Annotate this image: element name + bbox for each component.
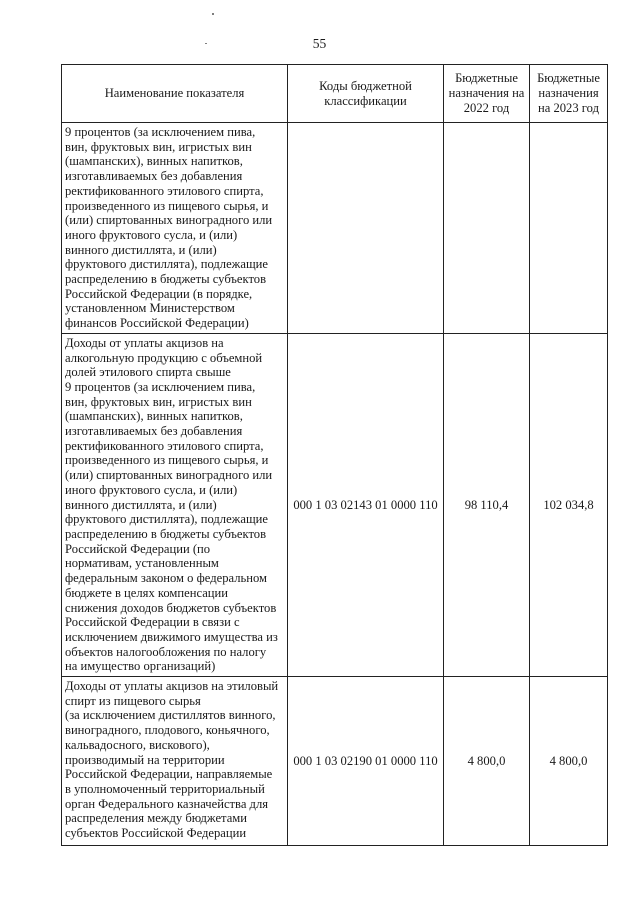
indicator-name-cell — [62, 123, 288, 334]
budget-code-cell: 000 1 03 02190 01 0000 110 — [288, 677, 444, 846]
header-budget-2023: Бюджетные назначения на 2023 год — [530, 65, 608, 123]
page-number: 55 — [312, 36, 327, 51]
table-row — [62, 333, 608, 676]
scan-speck — [212, 13, 214, 15]
budget-2022-cell — [444, 123, 530, 334]
table-row — [62, 677, 608, 846]
header-budget-code: Коды бюджетной классификации — [288, 65, 444, 123]
budget-table — [61, 64, 608, 846]
budget-code-cell — [288, 123, 444, 334]
budget-2023-cell: 4 800,0 — [530, 677, 608, 846]
indicator-name-text: 9 процентов (за исключением пива, вин, фруктовых вин, игристых вин (шампанских), винных напитков, изготавливаемых без добавления ректификованного этилового спирта, произведенного из пищевого сырья, и (или) спиртованных виноградного или иного фруктового сусла, и (или) винного дистиллята, и (или) фруктового дистиллята), подлежащие распределению в бюджеты субъектов Российской Федерации (в порядке, установленном Министерством финансов Российской Федерации) — [65, 125, 273, 331]
indicator-name-text: Доходы от уплаты акцизов на алкогольную продукцию с объемной долей этилового спирта свыше 9 процентов (за исключением пива, вин, фруктовых вин, игристых вин (шампанских), винных напитков, изготавливаемых без добавления ректификованного этилового спирта, произведенного из пищевого сырья, и (или) спиртованных виноградного или иного фруктового сусла, и (или) винного дистиллята, и (или) фруктового дистиллята), подлежащие распределению в бюджеты субъектов Российской Федерации (по нормативам, установленным федеральным законом о федеральном бюджете в целях компенсации снижения доходов бюджетов субъектов Российской Федерации в связи с исключением движимого имущества из объектов налогообложения по налогу на имущество организаций) — [65, 335, 278, 674]
budget-2022-cell: 98 110,4 — [444, 333, 530, 676]
indicator-name-text: Доходы от уплаты акцизов на этиловый спирт из пищевого сырья (за исключением дистиллятов винного, виноградного, плодового, коньячного, кальвадосного, вискового), производимый на территории Российской Федерации, направляемые в уполномоченный территориальный орган Федерального казначейства для распределения между бюджетами субъектов Российской Федерации — [65, 679, 279, 841]
budget-2022-cell: 4 800,0 — [444, 677, 530, 846]
table-header-row — [62, 65, 608, 123]
budget-2023-cell — [530, 123, 608, 334]
indicator-name-cell — [62, 677, 288, 846]
indicator-name-cell — [62, 333, 288, 676]
table-row — [62, 123, 608, 334]
scan-speck — [205, 43, 207, 44]
header-indicator-name: Наименование показателя — [62, 65, 288, 123]
budget-2023-cell: 102 034,8 — [530, 333, 608, 676]
header-budget-2022: Бюджетные назначения на 2022 год — [444, 65, 530, 123]
budget-code-cell: 000 1 03 02143 01 0000 110 — [288, 333, 444, 676]
